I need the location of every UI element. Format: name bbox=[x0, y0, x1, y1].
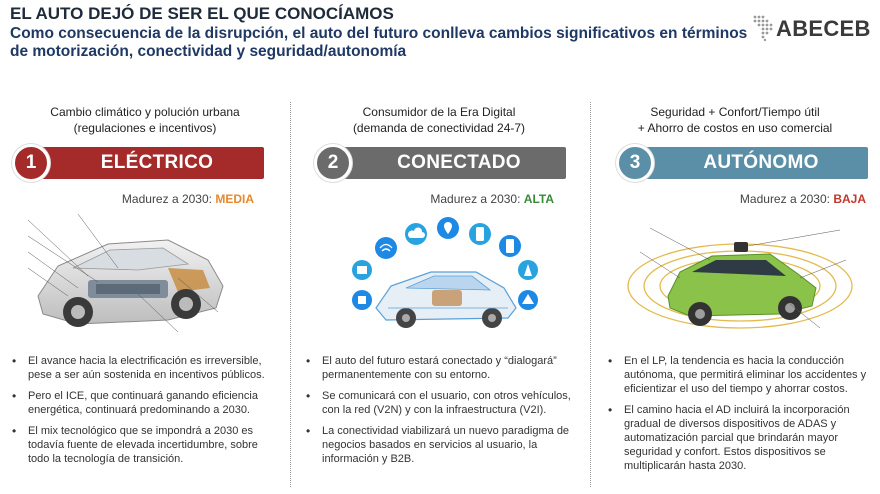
banner-number: 3 bbox=[616, 144, 654, 182]
driver-line: + Ahorro de costos en uso comercial bbox=[637, 121, 833, 135]
driver-text bbox=[0, 104, 290, 136]
driver-line: Consumidor de la Era Digital bbox=[362, 105, 516, 119]
bullet-item: • El mix tecnológico que se impondrá a 2030 es todavía fuente de elevada incertidumbre, sobre todo la tecnología de transición. bbox=[10, 424, 280, 466]
banner-number: 1 bbox=[12, 144, 50, 182]
bullet-item: • El camino hacia el AD incluirá la incorporación gradual de diversos dispositivos de ADAS y automatización parcial que brindarán mayor seguridad y confort. Estos dispositivos se multiplicarán hasta 2030. bbox=[606, 403, 876, 473]
bullet-list bbox=[10, 354, 280, 473]
abeceb-logo bbox=[752, 14, 874, 42]
autonomous-car-sensors-icon bbox=[620, 208, 860, 338]
electric-car-cutaway-icon bbox=[18, 208, 238, 338]
column-autonomo bbox=[590, 100, 880, 494]
driver-line: Seguridad + Confort/Tiempo útil bbox=[650, 105, 820, 119]
banner-conectado bbox=[314, 144, 566, 182]
banner-autonomo bbox=[616, 144, 868, 182]
bullet-item: • El auto del futuro estará conectado y “dialogará” permanentemente con su entorno. bbox=[304, 354, 574, 382]
column-conectado bbox=[294, 100, 584, 494]
banner-label: ELÉCTRICO bbox=[100, 152, 214, 173]
column-divider bbox=[290, 102, 291, 487]
bullet-item: • El avance hacia la electrificación es irreversible, pese a ser aún sostenida en incentivos públicos. bbox=[10, 354, 280, 382]
banner-label: AUTÓNOMO bbox=[703, 152, 819, 173]
bullet-item: • En el LP, la tendencia es hacia la conducción autónoma, que permitirá eliminar los accidentes y eficientizar el uso del tiempo y ahorrar costos. bbox=[606, 354, 876, 396]
banner-electrico bbox=[12, 144, 264, 182]
driver-line: (demanda de conectividad 24-7) bbox=[352, 121, 526, 135]
subheadline: Como consecuencia de la disrupción, el auto del futuro conlleva cambios significativos en términos de motorización, conectividad y seguridad/autonomía bbox=[10, 25, 748, 60]
driver-text bbox=[294, 104, 584, 136]
banner-label: CONECTADO bbox=[397, 152, 521, 173]
driver-text bbox=[590, 104, 880, 136]
headline: EL AUTO DEJÓ DE SER EL QUE CONOCÍAMOS bbox=[10, 4, 394, 23]
connected-car-icon bbox=[336, 208, 546, 338]
bullet-list bbox=[606, 354, 876, 480]
car-outline bbox=[376, 272, 516, 328]
madurez-level: MEDIA bbox=[215, 192, 254, 206]
driver-line: (regulaciones e incentivos) bbox=[73, 121, 217, 135]
madurez-text: Madurez a 2030: BAJA bbox=[739, 192, 866, 206]
madurez-level: BAJA bbox=[833, 192, 866, 206]
bullet-item: • La conectividad viabilizará un nuevo paradigma de negocios basados en servicios al usuario, la información y B2B. bbox=[304, 424, 574, 466]
logo-text: ABECEB bbox=[776, 16, 871, 41]
bullet-list bbox=[304, 354, 574, 473]
madurez-text: Madurez a 2030: MEDIA bbox=[121, 192, 254, 206]
logo-dots-icon bbox=[752, 14, 774, 42]
madurez-text: Madurez a 2030: ALTA bbox=[430, 192, 554, 206]
madurez-level: ALTA bbox=[523, 192, 554, 206]
driver-line: Cambio climático y polución urbana bbox=[50, 105, 240, 119]
bullet-item: • Pero el ICE, que continuará ganando eficiencia energética, continuará predominando a 2030. bbox=[10, 389, 280, 417]
bullet-item: • Se comunicará con el usuario, con otros vehículos, con la red (V2N) y con la infraestructura (V2I). bbox=[304, 389, 574, 417]
column-electrico bbox=[0, 100, 290, 494]
banner-number: 2 bbox=[314, 144, 352, 182]
slide-title bbox=[10, 4, 750, 61]
